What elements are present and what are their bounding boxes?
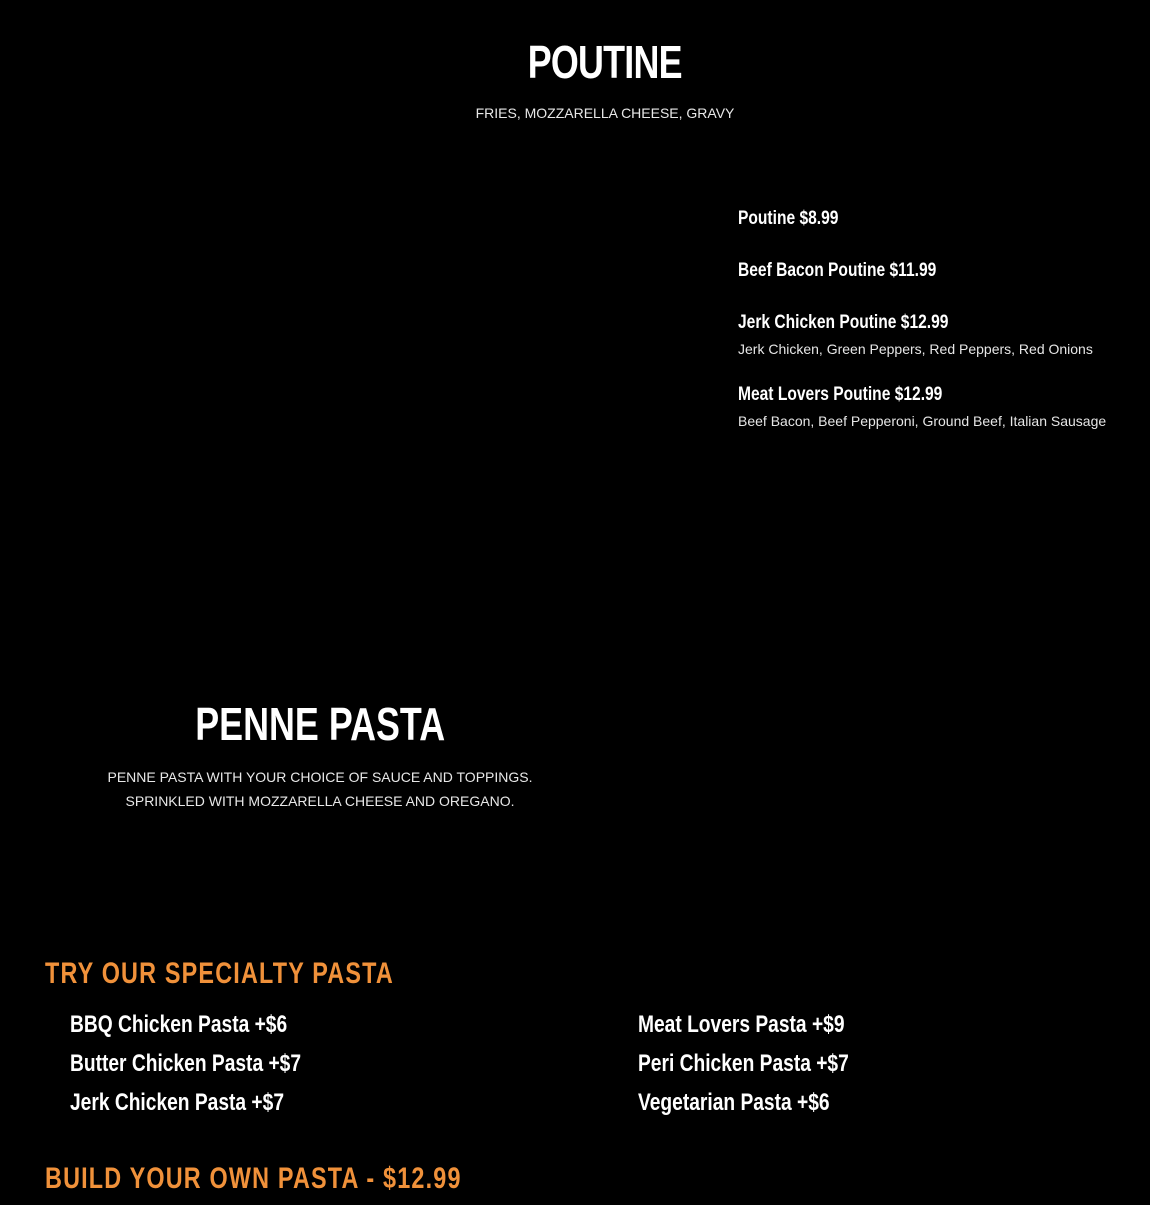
specialty-pasta-list-left (70, 1005, 359, 1122)
menu-item-description: Beef Bacon, Beef Pepperoni, Ground Beef, Italian Sausage (738, 413, 1107, 429)
penne-description-line-2: SPRINKLED WITH MOZZARELLA CHEESE AND OREGANO. (125, 793, 515, 809)
menu-item-poutine (738, 206, 1138, 258)
menu-item-name: Poutine $8.99 (738, 208, 839, 229)
penne-description (0, 765, 640, 813)
specialty-item-jerk-chicken: Jerk Chicken Pasta +$7 (70, 1089, 285, 1116)
specialty-item-vegetarian: Vegetarian Pasta +$6 (638, 1089, 830, 1116)
penne-description-line-1: PENNE PASTA WITH YOUR CHOICE OF SAUCE AND TOPPINGS. (107, 769, 533, 785)
specialty-item-peri-chicken: Peri Chicken Pasta +$7 (638, 1050, 849, 1077)
poutine-menu-list (738, 206, 1138, 454)
specialty-pasta-heading: TRY OUR SPECIALTY PASTA (45, 957, 394, 990)
menu-item-name: Jerk Chicken Poutine $12.99 (738, 312, 949, 333)
menu-item-name: Beef Bacon Poutine $11.99 (738, 260, 937, 281)
poutine-subtitle: FRIES, MOZZARELLA CHEESE, GRAVY (475, 105, 735, 121)
menu-item-beef-bacon-poutine (738, 258, 1138, 310)
poutine-section-title (0, 34, 1150, 90)
menu-item-description: Jerk Chicken, Green Peppers, Red Peppers, Red Onions (738, 341, 1093, 357)
penne-title-text: PENNE PASTA (195, 698, 445, 750)
specialty-item-butter-chicken: Butter Chicken Pasta +$7 (70, 1050, 302, 1077)
build-your-own-pasta-heading: BUILD YOUR OWN PASTA - $12.99 (45, 1162, 462, 1195)
penne-section-title (0, 696, 640, 752)
specialty-pasta-list-right (638, 1005, 901, 1122)
specialty-item-bbq-chicken: BBQ Chicken Pasta +$6 (70, 1011, 288, 1038)
menu-item-meat-lovers-poutine (738, 382, 1138, 454)
poutine-title-text: POUTINE (527, 36, 683, 88)
menu-item-name: Meat Lovers Poutine $12.99 (738, 384, 943, 405)
menu-item-jerk-chicken-poutine (738, 310, 1138, 382)
specialty-item-meat-lovers: Meat Lovers Pasta +$9 (638, 1011, 845, 1038)
